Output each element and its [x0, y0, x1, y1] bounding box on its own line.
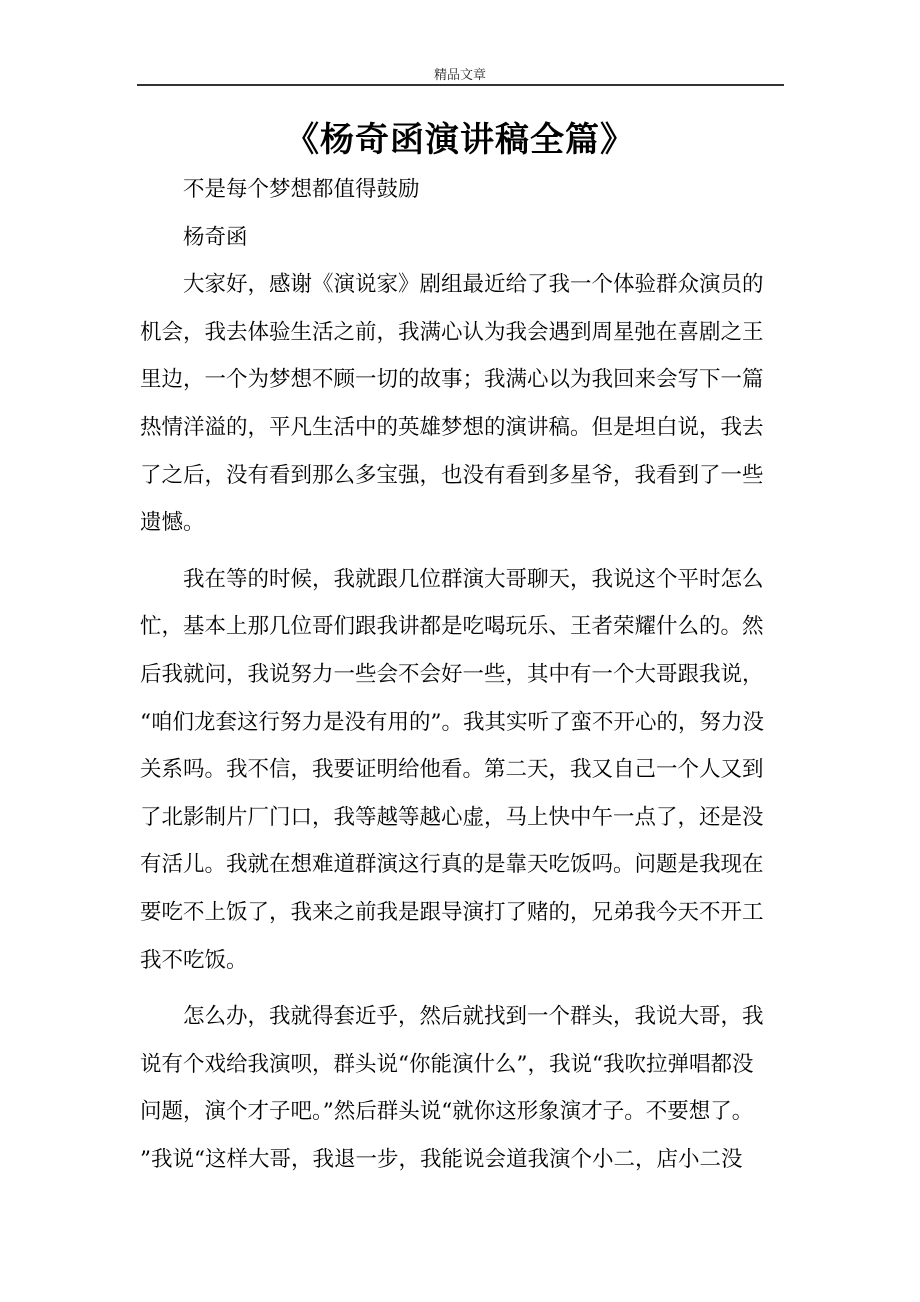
paragraph-line: 有活儿。我就在想难道群演这行真的是靠天吃饭吗。问题是我现在 [140, 852, 764, 878]
subtitle: 不是每个梦想都值得鼓励 [183, 177, 420, 202]
paragraph-line: 我不吃饭。 [140, 947, 248, 973]
document-body [140, 166, 780, 1183]
paragraph-gap [140, 547, 780, 556]
paragraph-line: 大家好，感谢《演说家》剧组最近给了我一个体验群众演员的 [183, 272, 764, 298]
paragraph-line: ”我说“这样大哥，我退一步，我能说会道我演个小二，店小二没 [140, 1146, 743, 1172]
paragraph-line: 怎么办，我就得套近乎，然后就找到一个群头，我说大哥，我 [183, 1004, 764, 1030]
paragraph-line: 了北影制片厂门口，我等越等越心虚，马上快中午一点了，还是没 [140, 804, 764, 830]
paragraph-line: 说有个戏给我演呗，群头说“你能演什么”，我说“我吹拉弹唱都没 [140, 1051, 754, 1077]
header-divider [137, 84, 784, 86]
paragraph-line: 遗憾。 [140, 510, 205, 536]
paragraph [140, 556, 780, 984]
paragraph-line: 我在等的时候，我就跟几位群演大哥聊天，我说这个平时怎么 [183, 566, 764, 592]
author: 杨奇函 [183, 224, 248, 250]
paragraph-line: 后我就问，我说努力一些会不会好一些，其中有一个大哥跟我说， [140, 661, 764, 687]
paragraph-gap [140, 984, 780, 993]
paragraph-line: 关系吗。我不信，我要证明给他看。第二天，我又自己一个人又到 [140, 757, 764, 783]
paragraph-line: 要吃不上饭了，我来之前我是跟导演打了赌的，兄弟我今天不开工 [140, 899, 764, 925]
paragraph-line: 里边，一个为梦想不顾一切的故事；我满心以为我回来会写下一篇 [140, 367, 764, 393]
document-title: 《杨奇函演讲稿全篇》 [285, 120, 635, 160]
paragraph [140, 993, 780, 1183]
paragraph-line: 问题，演个才子吧。”然后群头说“就你这形象演才子。不要想了。 [140, 1099, 754, 1125]
paragraph-line: 忙，基本上那几位哥们跟我讲都是吃喝玩乐、王者荣耀什么的。然 [140, 614, 764, 640]
paragraph-line: 热情洋溢的，平凡生活中的英雄梦想的演讲稿。但是坦白说，我去 [140, 414, 764, 440]
page-header: 精品文章 [433, 68, 486, 83]
paragraph-line: 了之后，没有看到那么多宝强，也没有看到多星爷，我看到了一些 [140, 462, 764, 488]
paragraph-line: 机会，我去体验生活之前，我满心认为我会遇到周星弛在喜剧之王 [140, 319, 764, 345]
paragraph-line: “咱们龙套这行努力是没有用的”。我其实听了蛮不开心的，努力没 [140, 709, 764, 735]
paragraph [140, 261, 780, 547]
paragraphs [140, 261, 780, 1183]
